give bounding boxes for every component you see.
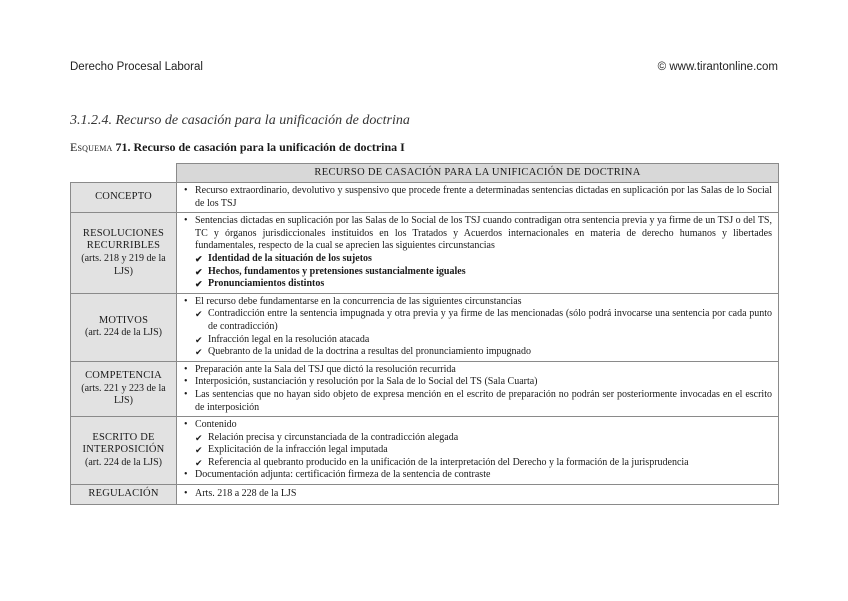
row-label-text: RESOLUCIONES RECURRIBLES xyxy=(82,227,165,252)
row-label-regulacion xyxy=(71,485,177,505)
table-title: RECURSO DE CASACIÓN PARA LA UNIFICACIÓN DE DOCTRINA xyxy=(177,164,779,183)
table-row xyxy=(71,417,779,485)
row-label-subtext: (art. 224 de la LJS) xyxy=(85,456,162,468)
check-item: ✔ Identidad de la situación de los sujetos xyxy=(183,253,772,266)
table-row xyxy=(71,361,779,416)
list-item: • Interposición, sustanciación y resolución por la Sala de lo Social del TS (Sala Cuarta) xyxy=(183,376,772,389)
row-label-concepto xyxy=(71,183,177,213)
check-item: ✔ Quebranto de la unidad de la doctrina a resultas del pronunciamiento impugnado xyxy=(183,346,772,359)
row-label-text: MOTIVOS xyxy=(98,314,149,326)
caption-text: Recurso de casación para la unificación de doctrina I xyxy=(133,140,405,154)
running-header-title: Derecho Procesal Laboral xyxy=(70,61,203,73)
check-item: ✔ Explicitación de la infracción legal imputada xyxy=(183,444,772,457)
list-item: • Las sentencias que no hayan sido objeto de expresa mención en el escrito de preparación no podrán ser posteriormente invocadas en el escrito de interposición xyxy=(183,389,772,414)
caption-number: 71. xyxy=(115,140,131,154)
scheme-caption xyxy=(70,140,405,155)
check-item: ✔ Referencia al quebranto producido en la unificación de la interpretación del Derecho y la formación de la jurisprudencia xyxy=(183,457,772,470)
row-content-resoluciones xyxy=(177,213,779,294)
row-label-competencia xyxy=(71,361,177,416)
caption-prefix: Esquema xyxy=(70,140,113,154)
check-item: ✔ Pronunciamientos distintos xyxy=(183,278,772,291)
list-item: • Contenido xyxy=(183,419,772,432)
check-item: ✔ Infracción legal en la resolución atacada xyxy=(183,334,772,347)
row-content-motivos xyxy=(177,293,779,361)
row-content-concepto xyxy=(177,183,779,213)
row-label-text: COMPETENCIA xyxy=(85,370,162,382)
table-row xyxy=(71,485,779,505)
row-label-text: REGULACIÓN xyxy=(88,488,159,500)
list-item: • Documentación adjunta: certificación firmeza de la sentencia de contraste xyxy=(183,469,772,482)
table-row xyxy=(71,183,779,213)
row-content-competencia xyxy=(177,361,779,416)
list-item: • Arts. 218 a 228 de la LJS xyxy=(183,488,772,501)
row-label-subtext: (arts. 221 y 223 de la LJS) xyxy=(81,382,166,407)
table-title-row xyxy=(71,164,779,183)
check-item: ✔ Contradicción entre la sentencia impugnada y otra previa y ya firme de las mencionadas (sólo podrá invocarse una sentencia por cada punto de contradicción) xyxy=(183,308,772,333)
row-content-escrito xyxy=(177,417,779,485)
scheme-table xyxy=(70,163,779,505)
running-header-website: © www.tirantonline.com xyxy=(657,61,778,73)
section-title: 3.1.2.4. Recurso de casación para la unificación de doctrina xyxy=(70,113,410,128)
row-label-subtext: (arts. 218 y 219 de la LJS) xyxy=(81,252,166,277)
table-row xyxy=(71,213,779,294)
row-label-text: ESCRITO DE INTERPOSICIÓN xyxy=(82,431,165,456)
row-label-resoluciones xyxy=(71,213,177,294)
list-item: • Sentencias dictadas en suplicación por las Salas de lo Social de los TSJ cuando contradigan otra sentencia previa y ya firme de un TSJ o del TS, TC y órganos jurisdiccionales instituidos en los Tratados y Acuerdos internacionales en materia de derecho humanos y libertades fundamentales, respecto de la cual se aprecien las siguientes circunstancias xyxy=(183,215,772,253)
row-label-text: CONCEPTO xyxy=(95,191,152,203)
list-item: • El recurso debe fundamentarse en la concurrencia de las siguientes circunstancias xyxy=(183,296,772,309)
list-item: • Preparación ante la Sala del TSJ que dictó la resolución recurrida xyxy=(183,364,772,377)
row-content-regulacion xyxy=(177,485,779,505)
table-corner-spacer xyxy=(71,164,177,183)
row-label-escrito xyxy=(71,417,177,485)
row-label-motivos xyxy=(71,293,177,361)
table-row xyxy=(71,293,779,361)
check-item: ✔ Relación precisa y circunstanciada de la contradicción alegada xyxy=(183,432,772,445)
row-label-subtext: (art. 224 de la LJS) xyxy=(85,327,162,339)
check-item: ✔ Hechos, fundamentos y pretensiones sustancialmente iguales xyxy=(183,266,772,279)
list-item: • Recurso extraordinario, devolutivo y suspensivo que procede frente a determinadas sentencias dictadas en suplicación por las Salas de lo Social de los TSJ xyxy=(183,185,772,210)
